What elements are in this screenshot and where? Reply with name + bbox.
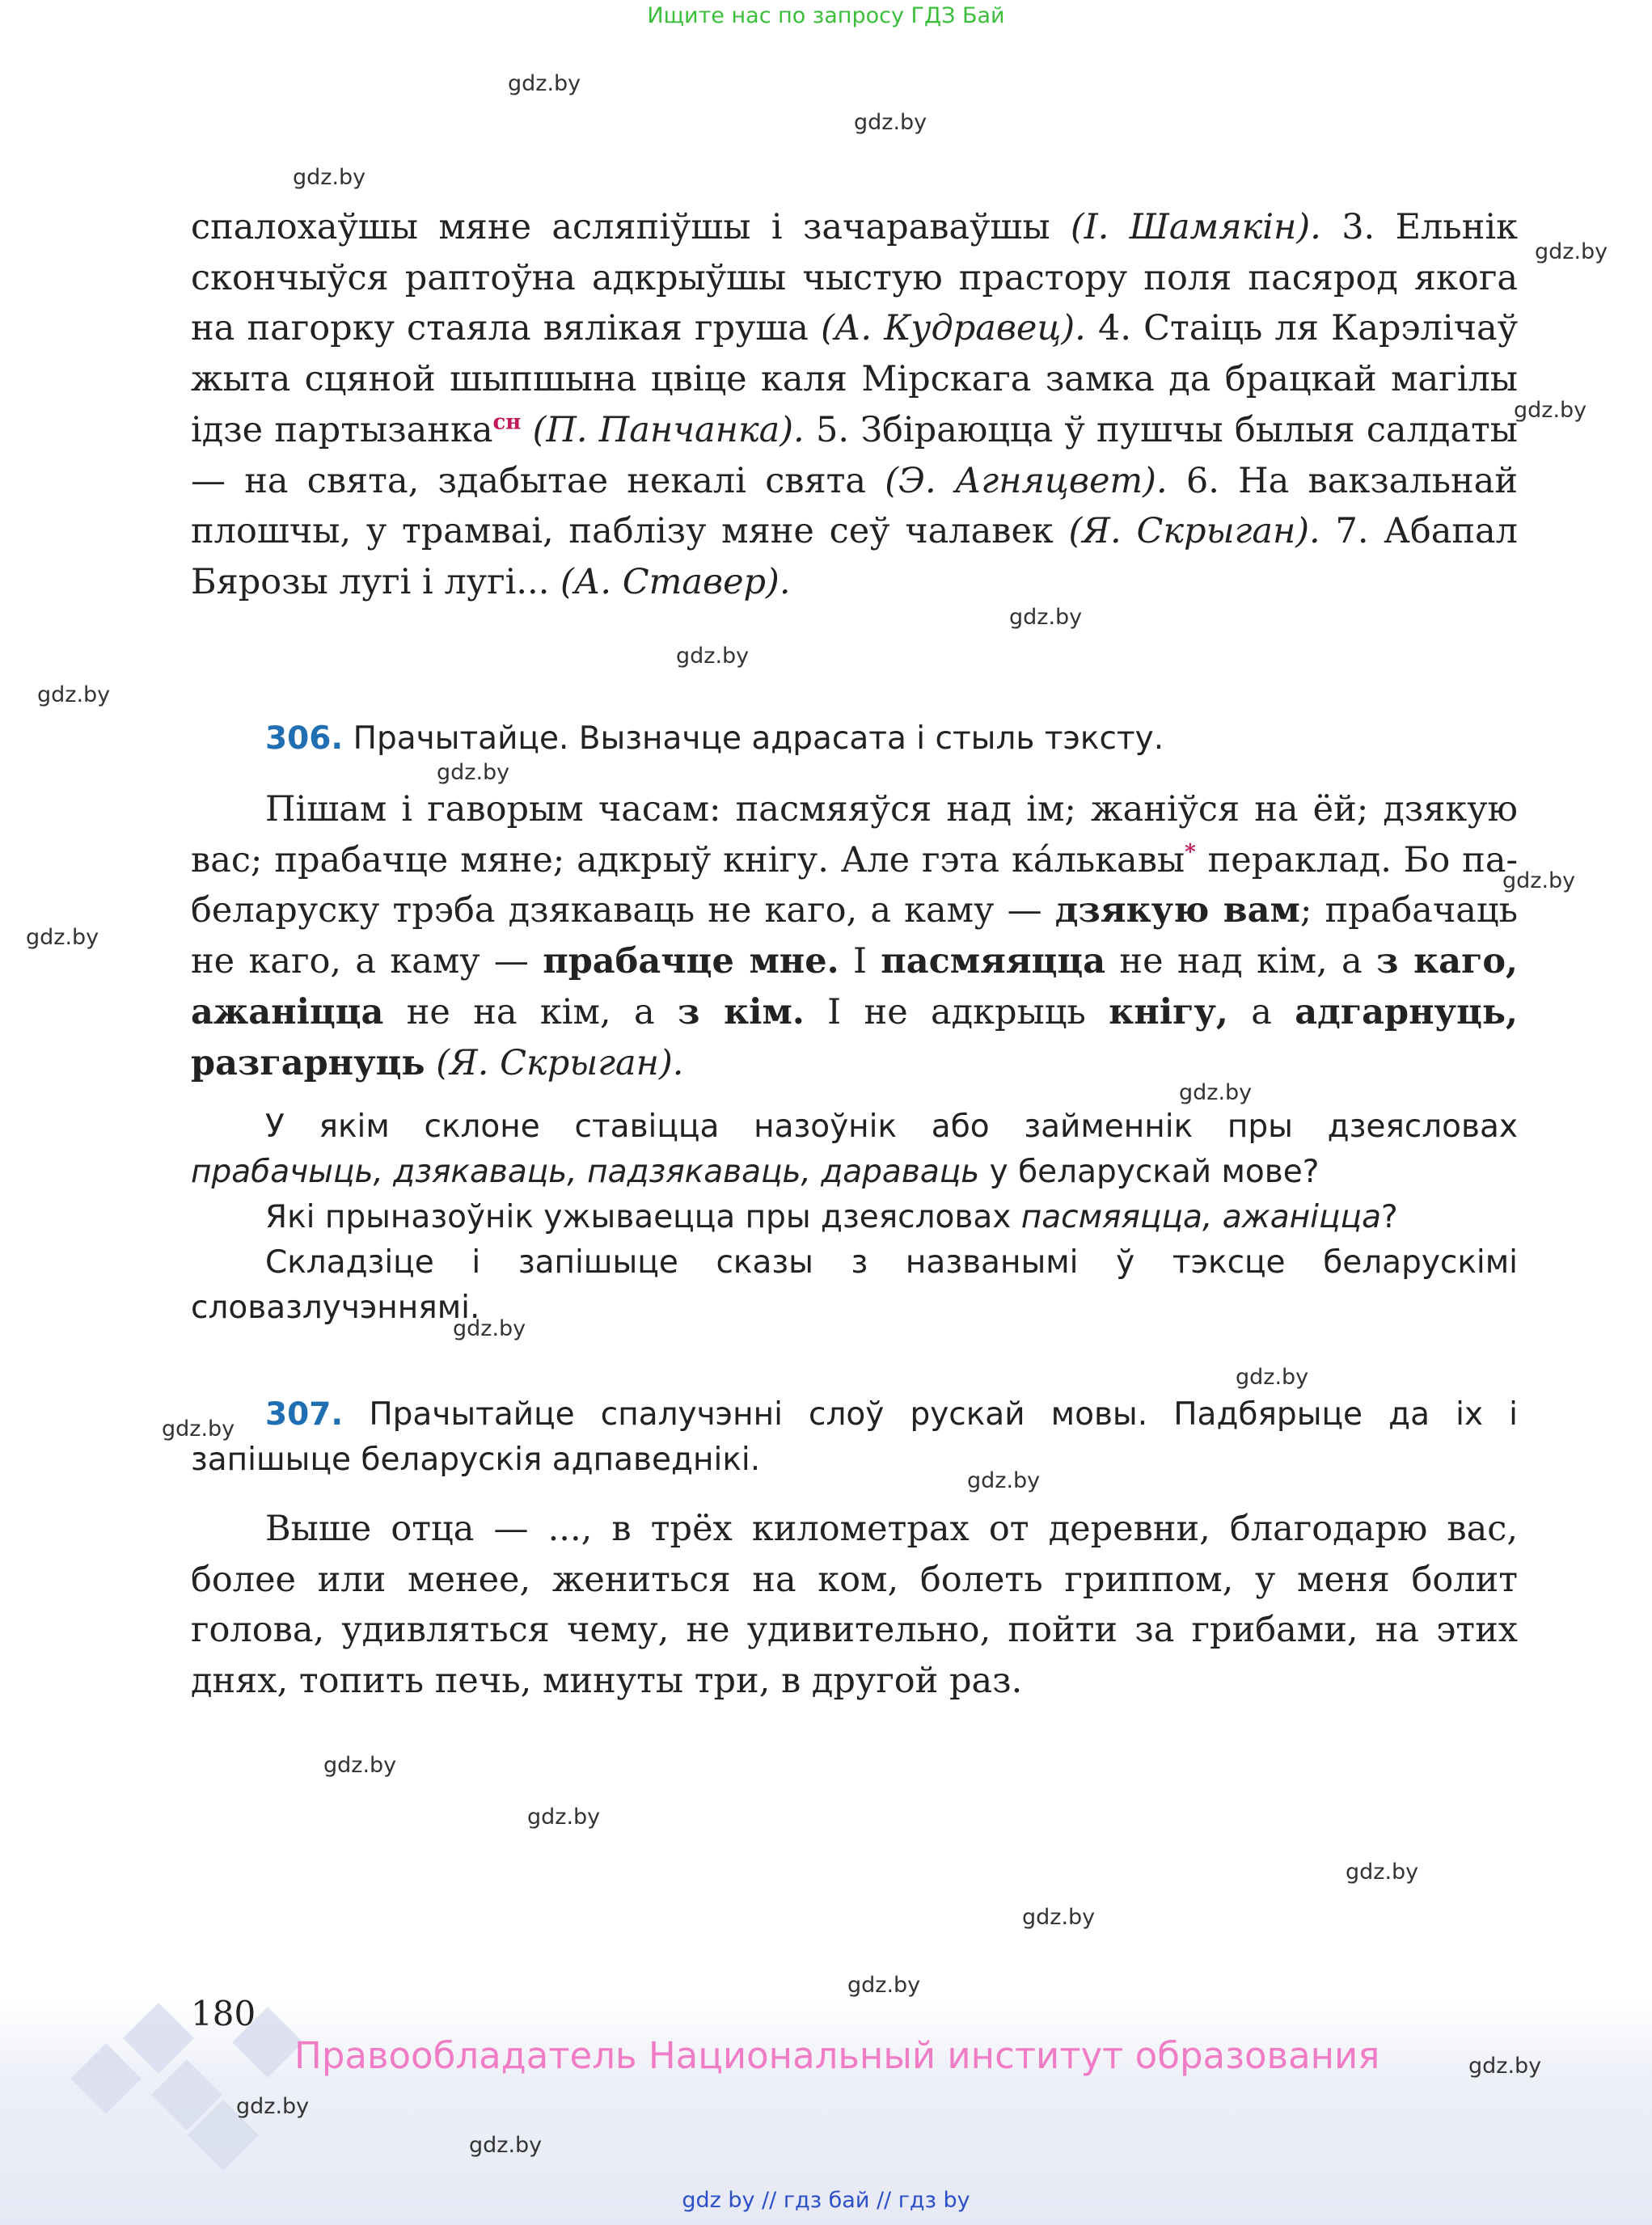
watermark: gdz.by (508, 71, 581, 96)
author-attribution: (П. Панчанка). (532, 409, 805, 450)
exercise-306-task: 306. Прачытайце. Вызначце адрасата і стыль тэксту. (265, 720, 1164, 757)
watermark: gdz.by (26, 925, 99, 950)
watermark: gdz.by (854, 110, 927, 135)
watermark: gdz.by (453, 1316, 526, 1341)
author-attribution: (А. Ставер). (560, 561, 791, 602)
watermark: gdz.by (527, 1805, 601, 1830)
watermark: gdz.by (236, 2094, 310, 2119)
exercise-306-question-1: У якім склоне ставіцца назоўнік або займеннік пры дзеясловах прабачыць, дзякаваць, падзякаваць, дараваць у беларускай мове? (191, 1108, 1518, 1190)
exercise-number: 306. (265, 720, 344, 757)
watermark: gdz.by (323, 1753, 397, 1778)
watermark: gdz.by (1236, 1365, 1309, 1390)
watermark: gdz.by (1514, 398, 1587, 423)
exercise-306-question-2: Які прыназоўнік ужываецца пры дзеясловах пасмяяцца, ажаніцца? (265, 1199, 1398, 1235)
watermark: gdz.by (967, 1468, 1041, 1493)
author-attribution: (Э. Агняцвет). (885, 460, 1168, 501)
author-attribution: (Я. Скрыган). (1068, 511, 1320, 552)
watermark: gdz.by (1009, 605, 1083, 630)
author-attribution: (А. Кудравец). (821, 308, 1086, 349)
top-banner[interactable]: Ищите нас по запросу ГДЗ Бай (647, 3, 1005, 28)
exercise-307-task: 307. Прачытайце спалучэнні слоў рускай мовы. Падбярыце да іх і запішыце беларускія адпаведнікі. (191, 1396, 1518, 1478)
exercise-306-text: Пішам і гаворым часам: пасмяяўся над ім; жаніўся на ёй; дзякую вас; прабачце мяне; адкрыў кнігу. Але гэта ка́лькавы* пераклад. Бо па-беларуску трэба дзякаваць не каго, а каму — дзякую вам; прабачаць не каго, а каму — прабачце мне. І пасмяяцца не над кім, а з каго, ажаніцца не на кім, а з кім. І не адкрыць кнігу, а адгарнуць, разгарнуць (Я. Скрыган). (191, 789, 1518, 1083)
watermark: gdz.by (676, 644, 750, 669)
exercise-number: 307. (265, 1396, 344, 1433)
watermark: gdz.by (1022, 1905, 1096, 1930)
paragraph-continuation: спалохаўшы мяне асляпіўшы і зачараваўшы (І. Шамякін). 3. Ельнік скончыўся раптоўна адкрыўшы чыстую прастору поля пасярод якога на пагорку стаяла вялікая груша (А. Кудравец). 4. Стаіць ля Карэлічаў жыта сцяной шыпшына цвіце каля Мірскага замка да брацкай магілы ідзе партызанка$^{сн}$ (П. Панчанка). 5. Збіраюцца ў пушчы былыя салдаты — на свята, здабытае некалі свята (Э. Агняцвет). 6. На вакзальнай плошчы, у трамваі, паблізу мяне сеў чалавек (Я. Скрыган). 7. Абапал Бярозы лугі і лугі... (А. Ставер). (191, 207, 1519, 602)
watermark: gdz.by (469, 2133, 543, 2158)
author-attribution: (І. Шамякін). (1071, 207, 1321, 247)
exercise-306-question-3: Складзіце і запішыце сказы з названымі ў тэксце беларускімі словазлучэннямі. (191, 1244, 1518, 1326)
footer-links[interactable]: gdz by // гдз бай // гдз by (682, 2188, 970, 2213)
author-attribution: (Я. Скрыган). (436, 1042, 684, 1083)
watermark: gdz.by (293, 165, 366, 190)
watermark: gdz.by (847, 1973, 921, 1998)
footnote-marker: сн (492, 410, 522, 435)
watermark: gdz.by (37, 682, 111, 707)
copyright-notice: Правообладатель Национальный институт образования (294, 2034, 1380, 2077)
watermark: gdz.by (1468, 2054, 1542, 2079)
footnote-asterisk: * (1185, 840, 1196, 865)
page-number: 180 (191, 1994, 256, 2033)
watermark: gdz.by (1502, 868, 1576, 893)
watermark: gdz.by (1346, 1860, 1419, 1885)
watermark: gdz.by (1179, 1080, 1253, 1105)
watermark: gdz.by (162, 1416, 235, 1442)
watermark: gdz.by (437, 760, 510, 785)
watermark: gdz.by (1535, 239, 1608, 264)
exercise-307-text: Выше отца — ..., в трёх километрах от деревни, благодарю вас, более или менее, жениться на ком, болеть гриппом, у меня болит голова, удивляться чему, не удивительно, пойти за грибами, на этих днях, топить печь, минуты три, в другой раз. (191, 1509, 1518, 1702)
